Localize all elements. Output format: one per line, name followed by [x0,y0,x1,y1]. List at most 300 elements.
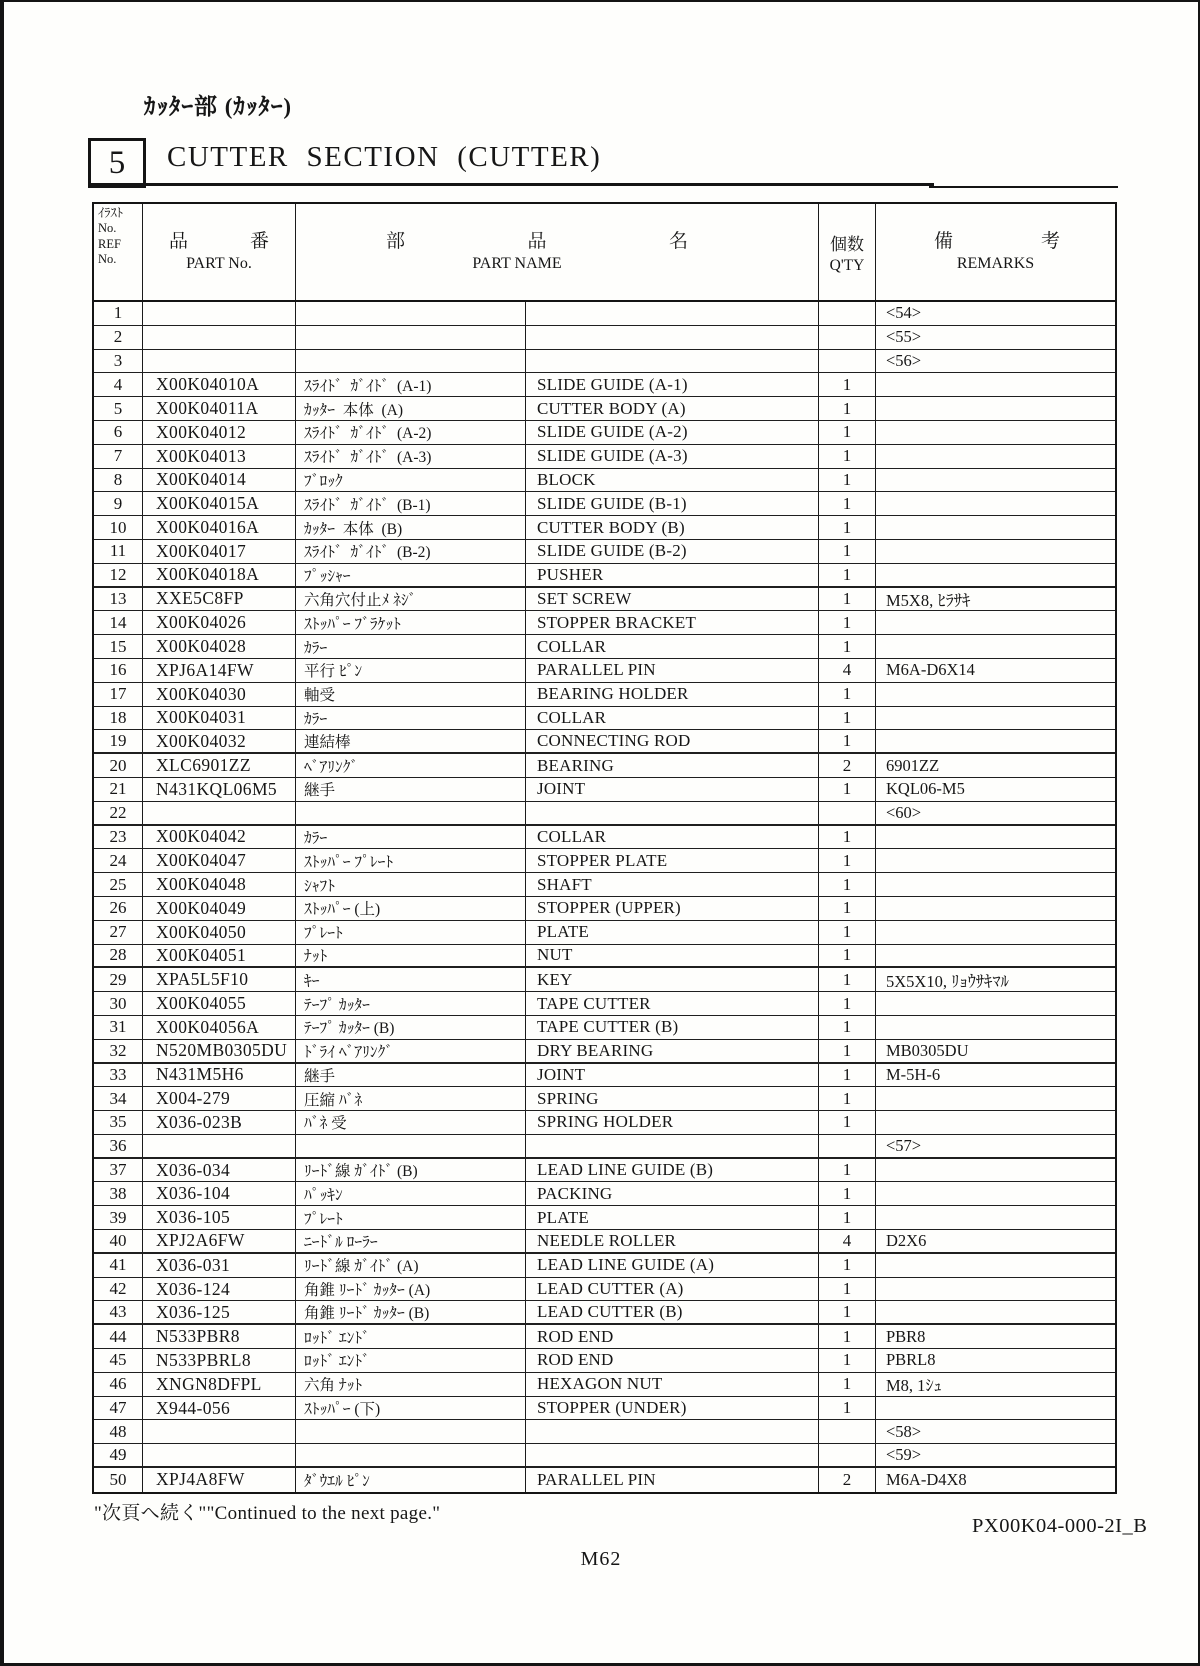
part-name-en-cell: SLIDE GUIDE (B-2) [526,540,819,563]
part-name-en-cell: LEAD LINE GUIDE (A) [526,1254,819,1277]
qty-cell: 1 [819,397,876,420]
part-name-jp-cell: ﾃｰﾌﾟ ｶｯﾀｰ (B) [296,1016,526,1039]
part-no-cell [143,1420,296,1443]
part-no-cell [143,802,296,824]
part-no-cell: X036-034 [143,1159,296,1182]
remarks-cell: KQL06-M5 [886,779,965,799]
remarks-cell: 6901ZZ [886,755,940,775]
ref-no-cell: 1 [94,302,143,325]
ref-no-cell: 30 [94,992,143,1015]
qty-cell: 1 [819,897,876,920]
table-row [94,635,1115,659]
ref-no-cell: 32 [94,1040,143,1062]
ref-no-cell: 21 [94,778,143,801]
qty-cell [819,802,876,824]
table-body [94,302,1115,1492]
table-row [94,588,1115,612]
table-row [94,1206,1115,1230]
header-qty [819,204,876,300]
part-name-en-cell [526,1444,819,1466]
table-row [94,707,1115,731]
part-name-jp-cell [296,350,526,373]
part-name-jp-cell: ｶﾗｰ [296,635,526,658]
part-name-jp-cell: ﾄﾞﾗｲ ﾍﾞｱﾘﾝｸﾞ [296,1040,526,1062]
part-no-cell: N431M5H6 [143,1064,296,1087]
part-name-en-cell: TAPE CUTTER [526,992,819,1015]
table-row [94,302,1115,326]
part-name-en-cell: PLATE [526,921,819,944]
part-name-en-cell: LEAD CUTTER (A) [526,1278,819,1301]
ref-no-cell: 12 [94,564,143,586]
part-no-cell: XPJ4A8FW [143,1468,296,1492]
remarks-cell [876,897,1115,920]
part-name-en-cell: CUTTER BODY (A) [526,397,819,420]
part-name-en-cell: PARALLEL PIN [526,1468,819,1492]
kanji: 品 [169,230,189,252]
part-name-jp-cell: ｶｯﾀｰ 本体 (B) [296,516,526,539]
part-name-en-cell: STOPPER BRACKET [526,611,819,634]
remarks-cell [876,397,1115,420]
part-name-en-cell: PUSHER [526,564,819,586]
part-name-jp-cell: ﾌﾞﾛｯｸ [296,469,526,492]
table-row [94,421,1115,445]
part-name-jp-cell: 平行 ﾋﾟﾝ [296,659,526,682]
part-name-jp-cell [296,302,526,325]
qty-cell [819,1135,876,1157]
kanji: 品 [527,230,547,252]
qty-cell: 1 [819,1254,876,1277]
part-name-en-cell: COLLAR [526,707,819,730]
header-part-name-jp [296,231,818,253]
part-no-cell: X00K04010A [143,373,296,396]
ref-no-cell: 47 [94,1397,143,1420]
qty-cell: 1 [819,1349,876,1372]
header-part-name [296,204,819,300]
table-row [94,373,1115,397]
qty-cell: 1 [819,1182,876,1205]
ref-no-cell: 25 [94,873,143,896]
remarks-cell [876,945,1115,967]
part-no-cell: X00K04042 [143,826,296,849]
table-row [94,992,1115,1016]
part-name-en-cell: HEXAGON NUT [526,1373,819,1396]
part-name-jp-cell: ｶﾗｰ [296,826,526,849]
qty-cell: 1 [819,945,876,967]
part-name-en-cell: BLOCK [526,469,819,492]
ref-no-cell: 6 [94,421,143,444]
ref-no-cell: 35 [94,1111,143,1134]
kanji: 番 [249,230,269,252]
part-no-cell: XPA5L5F10 [143,968,296,991]
qty-cell [819,1420,876,1443]
part-no-cell: X00K04048 [143,873,296,896]
part-name-jp-cell: 継手 [296,1064,526,1087]
remarks-cell: M-5H-6 [886,1064,941,1084]
table-row [94,492,1115,516]
table-header [94,204,1115,302]
ref-no-cell: 29 [94,968,143,991]
ref-no-cell: 19 [94,730,143,752]
part-name-en-cell: JOINT [526,778,819,801]
part-name-en-cell [526,1420,819,1443]
qty-cell: 1 [819,1373,876,1396]
part-name-jp-cell: ｽﾗｲﾄﾞ ｶﾞｲﾄﾞ (B-1) [296,492,526,515]
ref-no-cell: 41 [94,1254,143,1277]
table-row [94,564,1115,588]
title-rule [88,183,934,186]
table-row [94,516,1115,540]
part-no-cell: X00K04012 [143,421,296,444]
header-ref-line: No. [98,251,117,266]
qty-cell: 1 [819,849,876,872]
remarks-cell [876,1278,1115,1301]
qty-cell [819,302,876,325]
part-name-en-cell [526,350,819,373]
remarks-cell [876,445,1115,468]
table-row [94,1420,1115,1444]
part-name-en-cell: SLIDE GUIDE (A-1) [526,373,819,396]
remarks-cell [876,1182,1115,1205]
ref-no-cell: 33 [94,1064,143,1087]
ref-no-cell: 8 [94,469,143,492]
qty-cell: 1 [819,588,876,611]
remarks-cell: PBR8 [886,1326,926,1346]
header-part-name-en: PART NAME [472,255,562,273]
part-name-en-cell: CONNECTING ROD [526,730,819,752]
ref-no-cell: 26 [94,897,143,920]
kanji: 備 [934,230,954,252]
part-no-cell: N533PBR8 [143,1325,296,1348]
ref-no-cell: 37 [94,1159,143,1182]
table-row [94,1301,1115,1325]
ref-no-cell: 7 [94,445,143,468]
qty-cell: 1 [819,992,876,1015]
table-row [94,1064,1115,1088]
qty-cell: 2 [819,1468,876,1492]
header-qty-jp: 個数 [830,234,864,254]
remarks-cell: 5X5X10, ﾘｮｳｻｷﾏﾙ [886,971,1009,991]
part-no-cell: X00K04011A [143,397,296,420]
qty-cell: 1 [819,373,876,396]
remarks-cell [876,635,1115,658]
qty-cell: 4 [819,659,876,682]
part-no-cell: X00K04018A [143,564,296,586]
part-no-cell: X00K04032 [143,730,296,752]
remarks-cell: PBRL8 [886,1350,936,1370]
ref-no-cell: 43 [94,1301,143,1323]
qty-cell [819,350,876,373]
qty-cell: 1 [819,611,876,634]
ref-no-cell: 40 [94,1230,143,1252]
qty-cell: 1 [819,1397,876,1420]
ref-no-cell: 20 [94,754,143,777]
part-name-jp-cell: ﾀﾞｳｴﾙ ﾋﾟﾝ [296,1468,526,1492]
table-row [94,1040,1115,1064]
table-row [94,1135,1115,1159]
part-name-jp-cell: ｽﾄｯﾊﾟｰ (上) [296,897,526,920]
parts-table [92,202,1117,1494]
remarks-cell [876,516,1115,539]
part-name-en-cell: NEEDLE ROLLER [526,1230,819,1252]
part-name-jp-cell: 連結棒 [296,730,526,752]
ref-no-cell: 39 [94,1206,143,1229]
remarks-cell [876,1111,1115,1134]
part-name-jp-cell: 六角 ﾅｯﾄ [296,1373,526,1396]
part-name-jp-cell: ｽﾄｯﾊﾟｰ ﾌﾟﾚｰﾄ [296,849,526,872]
remarks-cell [876,873,1115,896]
part-no-cell: X00K04049 [143,897,296,920]
part-name-en-cell [526,802,819,824]
remarks-cell [876,1206,1115,1229]
ref-no-cell: 17 [94,683,143,706]
ref-no-cell: 27 [94,921,143,944]
ref-no-cell: 4 [94,373,143,396]
table-row [94,469,1115,493]
table-row [94,1087,1115,1111]
ref-no-cell: 14 [94,611,143,634]
remarks-cell: <58> [886,1421,922,1441]
table-row [94,1159,1115,1183]
remarks-cell [876,1087,1115,1110]
part-name-en-cell: KEY [526,968,819,991]
remarks-cell: M6A-D4X8 [886,1469,967,1489]
qty-cell: 1 [819,564,876,586]
qty-cell: 1 [819,1325,876,1348]
table-row [94,611,1115,635]
ref-no-cell: 15 [94,635,143,658]
qty-cell: 1 [819,826,876,849]
header-remarks [876,204,1115,300]
qty-cell: 1 [819,1206,876,1229]
part-name-en-cell: BEARING HOLDER [526,683,819,706]
table-row [94,445,1115,469]
qty-cell: 1 [819,1301,876,1323]
ref-no-cell: 18 [94,707,143,730]
continued-note: "次頁へ続く""Continued to the next page." [94,1503,441,1524]
section-number-box [88,138,146,188]
kanji: 名 [668,230,688,252]
part-no-cell: X00K04014 [143,469,296,492]
part-no-cell [143,1135,296,1157]
table-row [94,849,1115,873]
part-name-en-cell: SPRING HOLDER [526,1111,819,1134]
part-name-jp-cell [296,326,526,349]
header-part-no-jp [143,231,295,253]
part-name-en-cell: CUTTER BODY (B) [526,516,819,539]
table-row [94,659,1115,683]
table-row [94,326,1115,350]
ref-no-cell: 11 [94,540,143,563]
qty-cell: 1 [819,635,876,658]
table-row [94,1111,1115,1135]
page-title-japanese: ｶｯﾀｰ部 (ｶｯﾀｰ) [144,94,293,119]
remarks-cell: MB0305DU [886,1040,969,1060]
remarks-cell [876,1397,1115,1420]
kanji: 考 [1040,230,1060,252]
part-name-en-cell: PLATE [526,1206,819,1229]
header-part-no [143,204,296,300]
part-no-cell [143,302,296,325]
remarks-cell [876,373,1115,396]
ref-no-cell: 46 [94,1373,143,1396]
ref-no-cell: 28 [94,945,143,967]
remarks-cell [876,564,1115,586]
header-part-no-en: PART No. [186,255,252,273]
part-name-jp-cell: 角錐 ﾘｰﾄﾞ ｶｯﾀｰ (B) [296,1301,526,1323]
header-ref-line: ｲﾗｽﾄ [98,206,124,220]
part-name-en-cell: COLLAR [526,826,819,849]
qty-cell: 4 [819,1230,876,1252]
ref-no-cell: 9 [94,492,143,515]
part-no-cell: X00K04051 [143,945,296,967]
remarks-cell: D2X6 [886,1230,927,1250]
table-row [94,1278,1115,1302]
part-name-en-cell: PACKING [526,1182,819,1205]
part-name-en-cell: PARALLEL PIN [526,659,819,682]
part-name-jp-cell: ｽﾄｯﾊﾟｰ ﾌﾞﾗｹｯﾄ [296,611,526,634]
remarks-cell [876,492,1115,515]
ref-no-cell: 45 [94,1349,143,1372]
ref-no-cell: 3 [94,350,143,373]
remarks-cell [876,730,1115,752]
qty-cell: 1 [819,469,876,492]
table-row [94,350,1115,374]
part-no-cell: X00K04013 [143,445,296,468]
remarks-cell: <56> [886,350,922,370]
remarks-cell [876,826,1115,849]
part-name-jp-cell: 軸受 [296,683,526,706]
qty-cell: 1 [819,683,876,706]
header-ref-line: No. [98,221,117,236]
qty-cell: 1 [819,707,876,730]
table-row [94,826,1115,850]
remarks-cell [876,540,1115,563]
qty-cell: 1 [819,730,876,752]
section-title: CUTTER SECTION (CUTTER) [167,141,602,173]
ref-no-cell: 36 [94,1135,143,1157]
part-name-jp-cell [296,1444,526,1466]
part-name-en-cell: LEAD LINE GUIDE (B) [526,1159,819,1182]
remarks-cell [876,921,1115,944]
part-name-jp-cell: ｷｰ [296,968,526,991]
part-name-en-cell [526,302,819,325]
part-no-cell: XNGN8DFPL [143,1373,296,1396]
remarks-cell: <60> [886,802,922,822]
remarks-cell [876,1254,1115,1277]
remarks-cell [876,1301,1115,1323]
table-row [94,1397,1115,1421]
part-name-jp-cell: ﾛｯﾄﾞ ｴﾝﾄﾞ [296,1349,526,1372]
part-name-en-cell: STOPPER (UNDER) [526,1397,819,1420]
table-row [94,1444,1115,1468]
header-qty-en: Q'TY [829,256,865,274]
remarks-cell [876,469,1115,492]
part-name-en-cell: STOPPER PLATE [526,849,819,872]
part-name-en-cell: ROD END [526,1349,819,1372]
part-no-cell: N533PBRL8 [143,1349,296,1372]
part-name-en-cell [526,1135,819,1157]
ref-no-cell: 22 [94,802,143,824]
remarks-cell [876,1016,1115,1039]
remarks-cell [876,611,1115,634]
remarks-cell [876,683,1115,706]
header-remarks-jp [876,231,1115,253]
table-row [94,683,1115,707]
part-name-jp-cell: ﾆｰﾄﾞﾙ ﾛｰﾗｰ [296,1230,526,1252]
qty-cell [819,1444,876,1466]
part-no-cell: X00K04030 [143,683,296,706]
part-no-cell: XLC6901ZZ [143,754,296,777]
part-name-jp-cell: ﾌﾟﾚｰﾄ [296,921,526,944]
page-number: M62 [580,1548,622,1570]
ref-no-cell: 24 [94,849,143,872]
part-name-jp-cell: ﾅｯﾄ [296,945,526,967]
qty-cell: 1 [819,1087,876,1110]
table-row [94,1016,1115,1040]
part-name-jp-cell: 六角穴付止ﾒ ﾈｼﾞ [296,588,526,611]
remarks-cell: <54> [886,303,922,323]
ref-no-cell: 34 [94,1087,143,1110]
ref-no-cell: 31 [94,1016,143,1039]
part-name-jp-cell: ﾊﾟｯｷﾝ [296,1182,526,1205]
qty-cell: 1 [819,492,876,515]
qty-cell: 1 [819,445,876,468]
table-row [94,540,1115,564]
remarks-cell [876,1159,1115,1182]
part-no-cell: N431KQL06M5 [143,778,296,801]
part-name-jp-cell: ﾌﾟｯｼｬｰ [296,564,526,586]
table-row [94,397,1115,421]
table-row [94,1349,1115,1373]
part-name-en-cell: SLIDE GUIDE (A-2) [526,421,819,444]
table-row [94,1182,1115,1206]
table-row [94,873,1115,897]
part-name-en-cell: SET SCREW [526,588,819,611]
part-name-jp-cell: ｽﾄｯﾊﾟｰ (下) [296,1397,526,1420]
header-ref-line: REF [98,236,121,251]
ref-no-cell: 2 [94,326,143,349]
part-name-jp-cell: ｽﾗｲﾄﾞ ｶﾞｲﾄﾞ (B-2) [296,540,526,563]
part-no-cell: X00K04055 [143,992,296,1015]
qty-cell: 1 [819,968,876,991]
part-no-cell [143,350,296,373]
part-name-en-cell: DRY BEARING [526,1040,819,1062]
qty-cell: 1 [819,873,876,896]
part-no-cell: X00K04016A [143,516,296,539]
table-row [94,802,1115,826]
part-no-cell: X036-031 [143,1254,296,1277]
ref-no-cell: 49 [94,1444,143,1466]
remarks-cell [876,992,1115,1015]
ref-no-cell: 16 [94,659,143,682]
remarks-cell [876,421,1115,444]
table-row [94,945,1115,969]
part-name-jp-cell: ｶﾗｰ [296,707,526,730]
part-no-cell: X00K04056A [143,1016,296,1039]
part-name-jp-cell [296,802,526,824]
ref-no-cell: 48 [94,1420,143,1443]
table-row [94,730,1115,754]
part-name-en-cell: LEAD CUTTER (B) [526,1301,819,1323]
part-no-cell: X00K04015A [143,492,296,515]
header-ref-no [94,204,143,300]
table-row [94,1468,1115,1492]
part-name-jp-cell: ｽﾗｲﾄﾞ ｶﾞｲﾄﾞ (A-2) [296,421,526,444]
part-name-en-cell: COLLAR [526,635,819,658]
qty-cell: 1 [819,540,876,563]
part-name-en-cell: JOINT [526,1064,819,1087]
part-name-jp-cell: ﾌﾟﾚｰﾄ [296,1206,526,1229]
